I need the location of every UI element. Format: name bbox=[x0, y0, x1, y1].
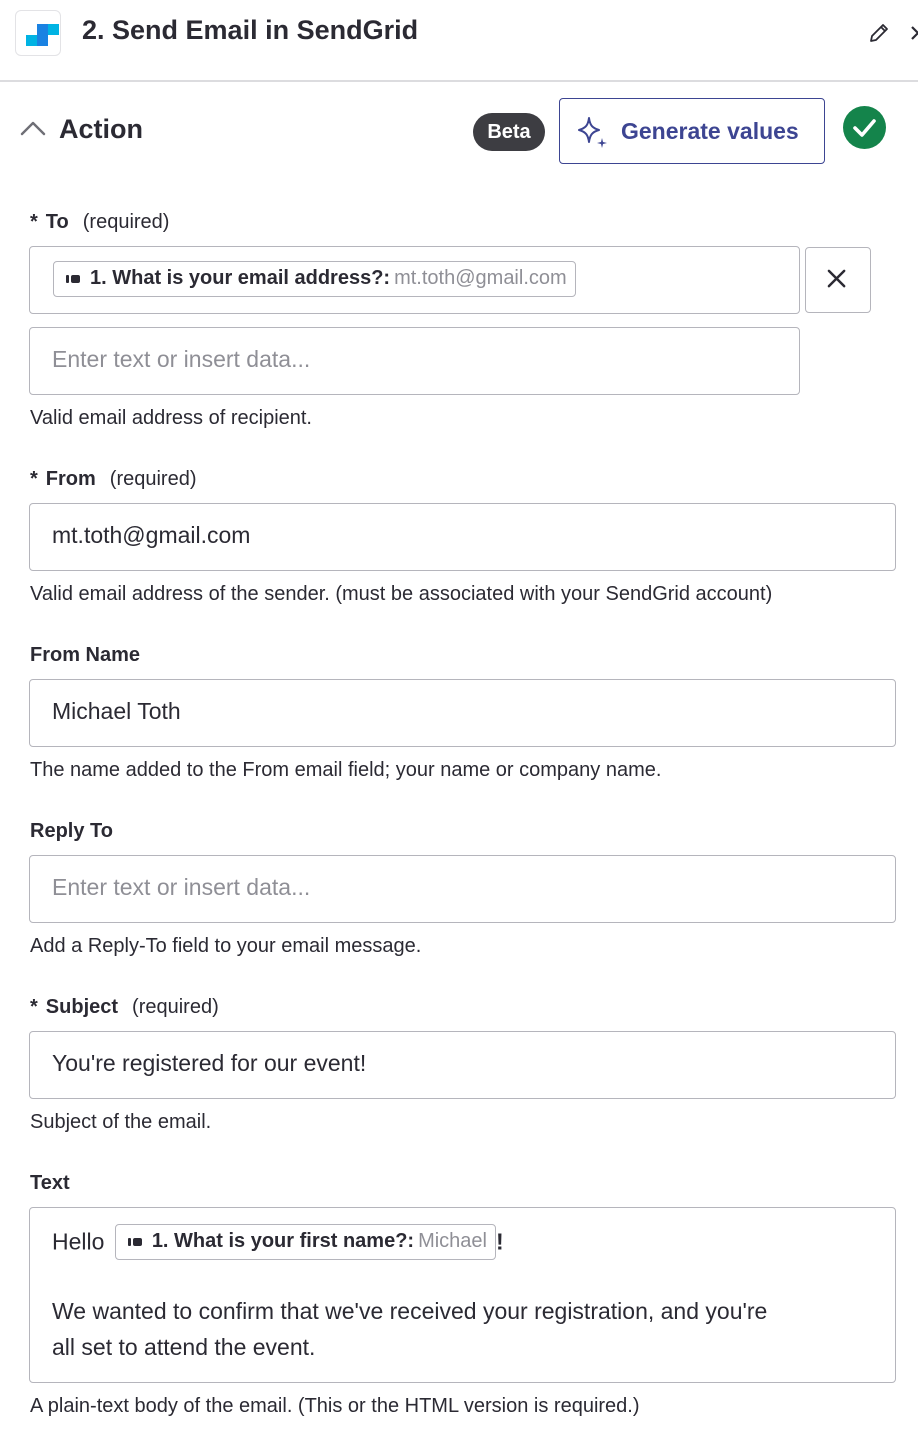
reply-to-input[interactable]: Enter text or insert data... bbox=[29, 855, 896, 923]
from-label: * From (required) bbox=[30, 468, 197, 490]
check-circle-icon bbox=[843, 106, 886, 149]
section-title[interactable]: Action bbox=[59, 114, 143, 144]
pencil-icon[interactable] bbox=[866, 20, 892, 46]
beta-badge: Beta bbox=[473, 113, 545, 151]
text-line-3: all set to attend the event. bbox=[52, 1334, 316, 1360]
close-icon[interactable] bbox=[908, 20, 918, 46]
to-help: Valid email address of recipient. bbox=[30, 407, 312, 429]
action-section-header bbox=[0, 96, 918, 166]
sparkle-icon bbox=[575, 115, 609, 149]
to-input[interactable]: Enter text or insert data... bbox=[29, 327, 800, 395]
from-help: Valid email address of the sender. (must be associated with your SendGrid account) bbox=[30, 583, 773, 605]
from-name-input[interactable]: Michael Toth bbox=[29, 679, 896, 747]
data-source-icon bbox=[66, 275, 80, 283]
mapped-data-pill[interactable]: 1. What is your email address?: mt.toth@gmail.com bbox=[53, 261, 576, 297]
chevron-up-icon[interactable] bbox=[20, 118, 46, 138]
text-body-input[interactable] bbox=[29, 1207, 896, 1383]
from-name-help: The name added to the From email field; your name or company name. bbox=[30, 759, 662, 781]
mapped-data-pill[interactable]: 1. What is your first name?: Michael bbox=[115, 1224, 496, 1260]
to-label: * To (required) bbox=[30, 211, 170, 233]
text-line-1: Hello 1. What is your first name?: Michael ! bbox=[52, 1224, 504, 1260]
reply-to-label: Reply To bbox=[30, 820, 113, 842]
from-name-label: From Name bbox=[30, 644, 141, 666]
text-line-2: We wanted to confirm that we've received your registration, and you're bbox=[52, 1298, 768, 1324]
to-mapped-field[interactable] bbox=[29, 246, 800, 314]
subject-label: * Subject (required) bbox=[30, 996, 219, 1018]
clear-button[interactable] bbox=[805, 247, 871, 313]
subject-help: Subject of the email. bbox=[30, 1111, 212, 1133]
sendgrid-logo-icon bbox=[15, 10, 61, 56]
step-title: 2. Send Email in SendGrid bbox=[82, 15, 419, 45]
reply-to-help: Add a Reply-To field to your email message. bbox=[30, 935, 422, 957]
text-label: Text bbox=[30, 1172, 70, 1194]
data-source-icon bbox=[128, 1238, 142, 1246]
from-input[interactable]: mt.toth@gmail.com bbox=[29, 503, 896, 571]
step-header bbox=[0, 0, 918, 82]
text-help: A plain-text body of the email. (This or the HTML version is required.) bbox=[30, 1395, 640, 1417]
subject-input[interactable]: You're registered for our event! bbox=[29, 1031, 896, 1099]
close-icon bbox=[806, 248, 869, 311]
generate-values-label: Generate values bbox=[621, 118, 799, 144]
generate-values-button[interactable] bbox=[559, 98, 825, 164]
